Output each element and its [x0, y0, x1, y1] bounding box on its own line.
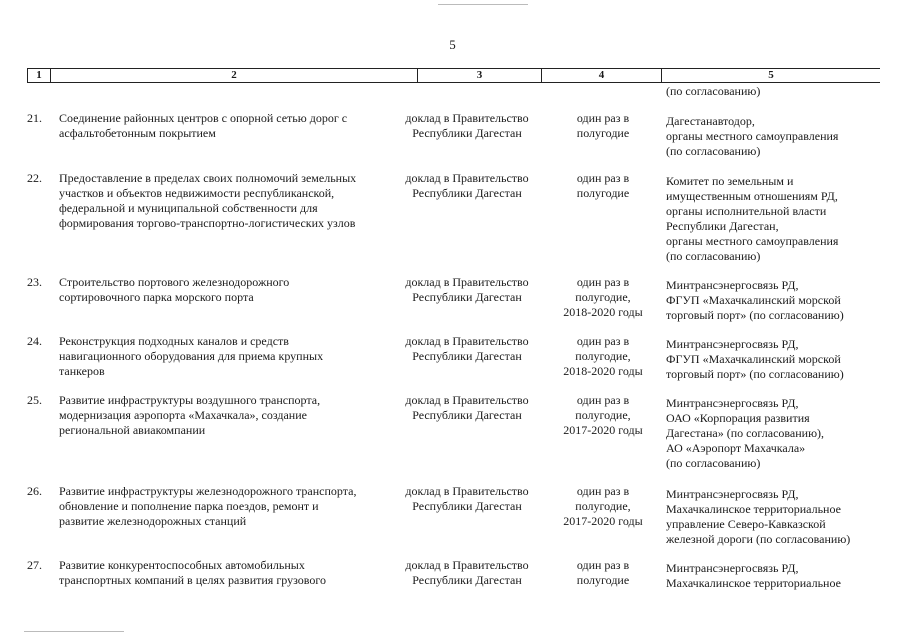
task-text: Развитие инфраструктуры железнодорожного транспорта, обновление и пополнение парка поездов, ремонт и развитие железнодорожных станций — [59, 484, 357, 528]
report-form: доклад в Правительство Республики Дагестан — [405, 171, 529, 200]
period: один раз в полугодие, 2018-2020 годы — [563, 275, 643, 319]
header-col-5: 5 — [768, 69, 774, 81]
responsible: Минтрансэнергосвязь РД, ОАО «Корпорация развития Дагестана» (по согласованию), АО «Аэропорт Махачкала» (по согласованию) — [666, 396, 825, 470]
task-text: Соединение районных центров с опорной сетью дорог с асфальтобетонным покрытием — [59, 111, 348, 140]
report-form: доклад в Правительство Республики Дагестан — [405, 558, 529, 587]
report-form: доклад в Правительство Республики Дагестан — [405, 275, 529, 304]
responsible: Дагестанавтодор, органы местного самоуправления (по согласованию) — [666, 114, 839, 158]
task-text: Развитие инфраструктуры воздушного транспорта, модернизация аэропорта «Махачкала», создание региональной авиакомпании — [59, 393, 321, 437]
responsible: Минтрансэнергосвязь РД, Махачкалинское территориальное управление Северо-Кавказской железной дороги (по согласованию) — [666, 487, 851, 546]
responsible: Минтрансэнергосвязь РД, ФГУП «Махачкалинский морской торговый порт» (по согласованию) — [666, 337, 844, 381]
row-number: 22. — [27, 171, 42, 185]
responsible: Минтрансэнергосвязь РД, ФГУП «Махачкалинский морской торговый порт» (по согласованию) — [666, 278, 844, 322]
continuation-text: (по согласованию) — [666, 84, 761, 98]
responsible: Минтрансэнергосвязь РД, Махачкалинское территориальное — [666, 561, 841, 590]
row-number: 21. — [27, 111, 42, 125]
row-number: 27. — [27, 558, 42, 572]
page-number: 5 — [449, 37, 456, 52]
report-form: доклад в Правительство Республики Дагестан — [405, 334, 529, 363]
row-number: 26. — [27, 484, 42, 498]
report-form: доклад в Правительство Республики Дагестан — [405, 393, 529, 422]
period: один раз в полугодие — [576, 111, 630, 140]
row-number: 24. — [27, 334, 42, 348]
row-number: 25. — [27, 393, 42, 407]
row-number: 23. — [27, 275, 42, 289]
period: один раз в полугодие, 2017-2020 годы — [563, 484, 643, 528]
period: один раз в полугодие, 2017-2020 годы — [563, 393, 643, 437]
header-col-2: 2 — [51, 69, 418, 82]
task-text: Строительство портового железнодорожного сортировочного парка морского порта — [59, 275, 290, 304]
task-text: Предоставление в пределах своих полномочий земельных участков и объектов недвижимости республиканской, федеральной и муниципальной собственности для формирования торгово-транспортно-логистических узлов — [59, 171, 357, 230]
period: один раз в полугодие, 2018-2020 годы — [563, 334, 643, 378]
header-col-4: 4 — [542, 69, 662, 82]
scan-artifact-bottom — [24, 631, 124, 632]
report-form: доклад в Правительство Республики Дагестан — [405, 111, 529, 140]
table-header — [27, 68, 880, 83]
period: один раз в полугодие — [576, 558, 630, 587]
report-form: доклад в Правительство Республики Дагестан — [405, 484, 529, 513]
header-col-3: 3 — [418, 69, 542, 82]
responsible: Комитет по земельным и имущественным отношениям РД, органы исполнительной власти Республики Дагестан, органы местного самоуправления (по согласованию) — [666, 174, 839, 263]
scan-artifact-top — [438, 4, 528, 5]
task-text: Развитие конкурентоспособных автомобильных транспортных компаний в целях развития грузового — [59, 558, 326, 587]
header-col-1: 1 — [27, 69, 51, 82]
task-text: Реконструкция подходных каналов и средств навигационного оборудования для приема крупных танкеров — [59, 334, 324, 378]
period: один раз в полугодие — [576, 171, 630, 200]
